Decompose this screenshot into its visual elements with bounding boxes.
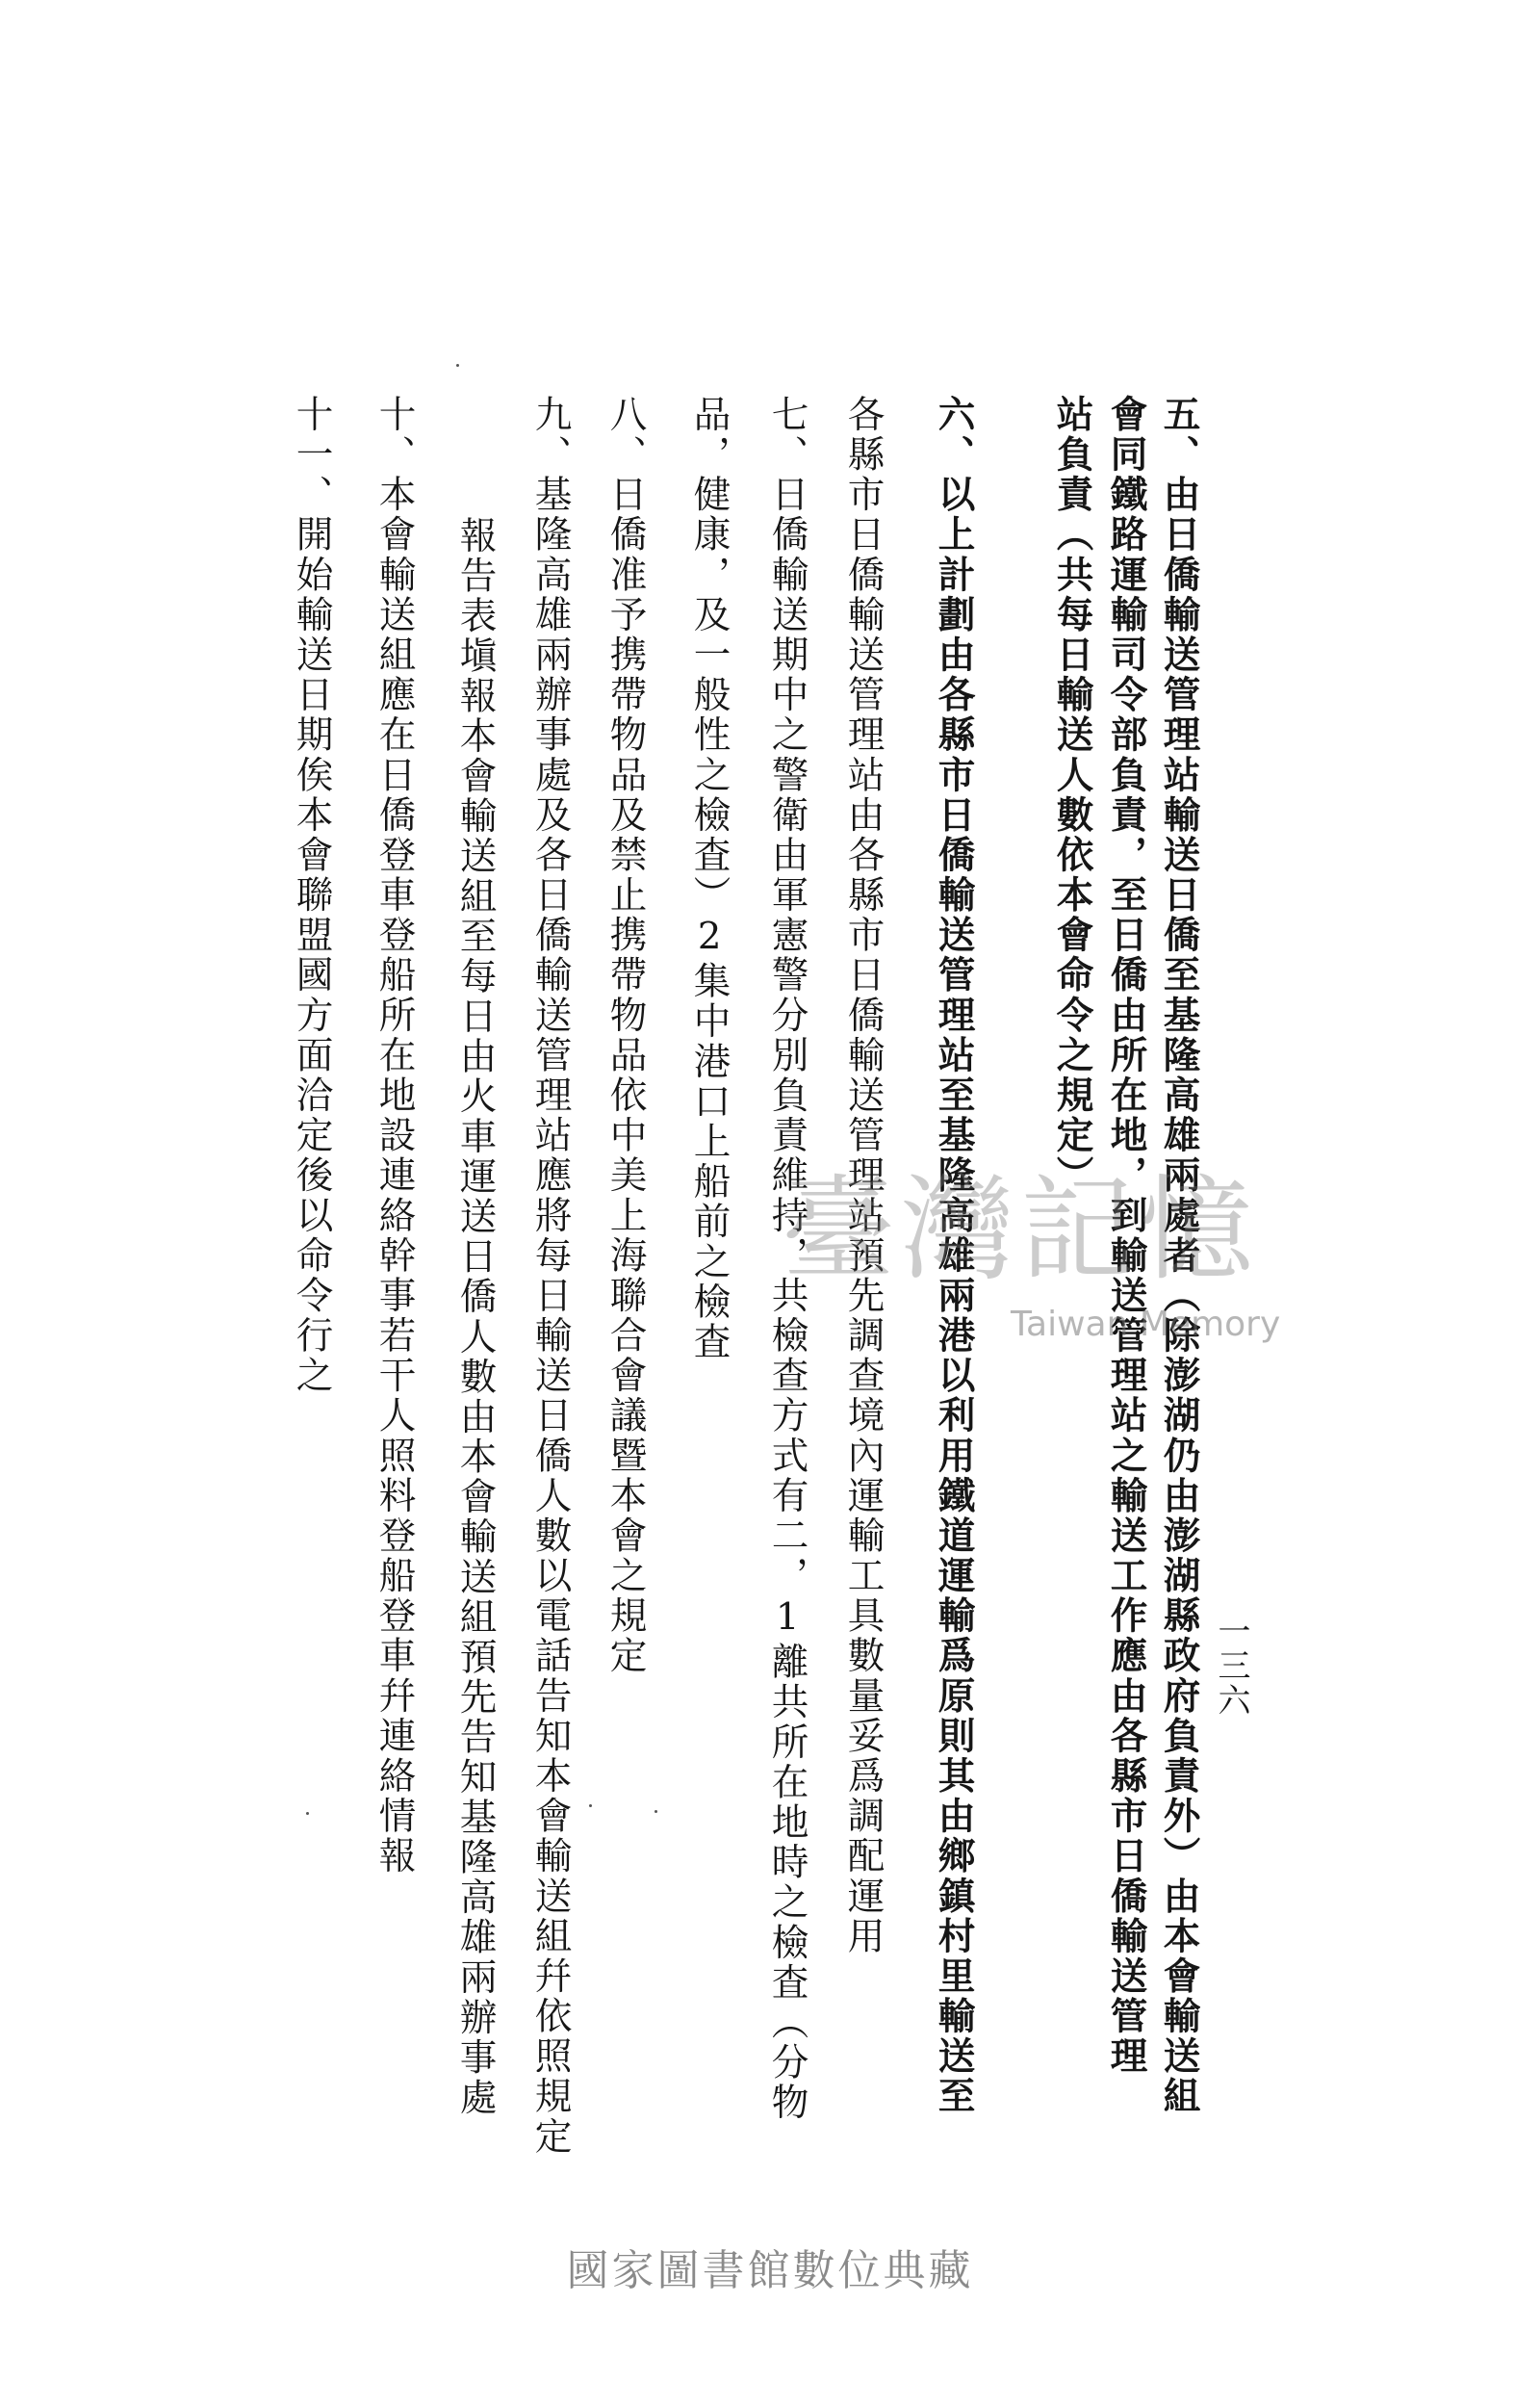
page-number: 一三六 (1212, 1614, 1250, 1718)
scan-speck (306, 1812, 309, 1815)
text-column-5: 各縣市日僑輸送管理站由各縣市日僑輸送管理站預先調查境內運輸工具數量妥爲調配運用 (841, 395, 886, 1957)
text-column-6: 七、日僑輸送期中之警衛由軍憲警分別負責維持，共檢查方式有二，1離共所在地時之檢査（分物 (765, 395, 809, 2123)
text-column-4: 六、以上計劃由各縣市日僑輸送管理站至基隆高雄兩港以利用鐵道運輸爲原則其由鄉鎮村里輸送至 (932, 395, 976, 2117)
scan-speck (654, 1810, 657, 1813)
watermark-english: Taiwan Memory (1011, 1305, 1281, 1344)
text-column-9: 九、基隆高雄兩辦事處及各日僑輸送管理站應將每日輸送日僑人數以電話告知本會輸送組幷依照規定 (528, 395, 573, 2157)
scan-speck (456, 364, 459, 367)
text-column-2: 會同鐵路運輸司令部負責，至日僑由所在地，到輸送管理站之輸送工作應由各縣市日僑輸送管理 (1104, 395, 1148, 2077)
text-column-11: 十、本會輸送組應在日僑登車登船所在地設連絡幹事若干人照料登船登車幷連絡情報 (372, 395, 417, 1876)
watermark-chinese: 臺灣記憶 (782, 1163, 1260, 1296)
footer-credit: 國家圖書館數位典藏 (566, 2246, 974, 2295)
text-column-3: 站負責（共每日輸送人數依本會命令之規定） (1050, 395, 1094, 1196)
text-column-7: 品，健康，及一般性之檢査）2集中港口上船前之檢査 (687, 395, 732, 1362)
text-column-1: 五、由日僑輸送管理站輸送日僑至基隆高雄兩處者（除澎湖仍由澎湖縣政府負責外）由本會輸送組 (1157, 395, 1201, 2117)
scan-speck (589, 1804, 592, 1807)
watermark (782, 1163, 1282, 1385)
text-column-8: 八、日僑准予携帶物品及禁止携帶物品依中美上海聯合會議暨本會之規定 (603, 395, 648, 1676)
text-column-12: 十一、開始輸送日期俟本會聯盟國方面洽定後以命令行之 (290, 395, 334, 1396)
text-column-10: 報告表塡報本會輸送組至每日由火車運送日僑人數由本會輸送組預先告知基隆高雄兩辦事處 (453, 516, 498, 2118)
